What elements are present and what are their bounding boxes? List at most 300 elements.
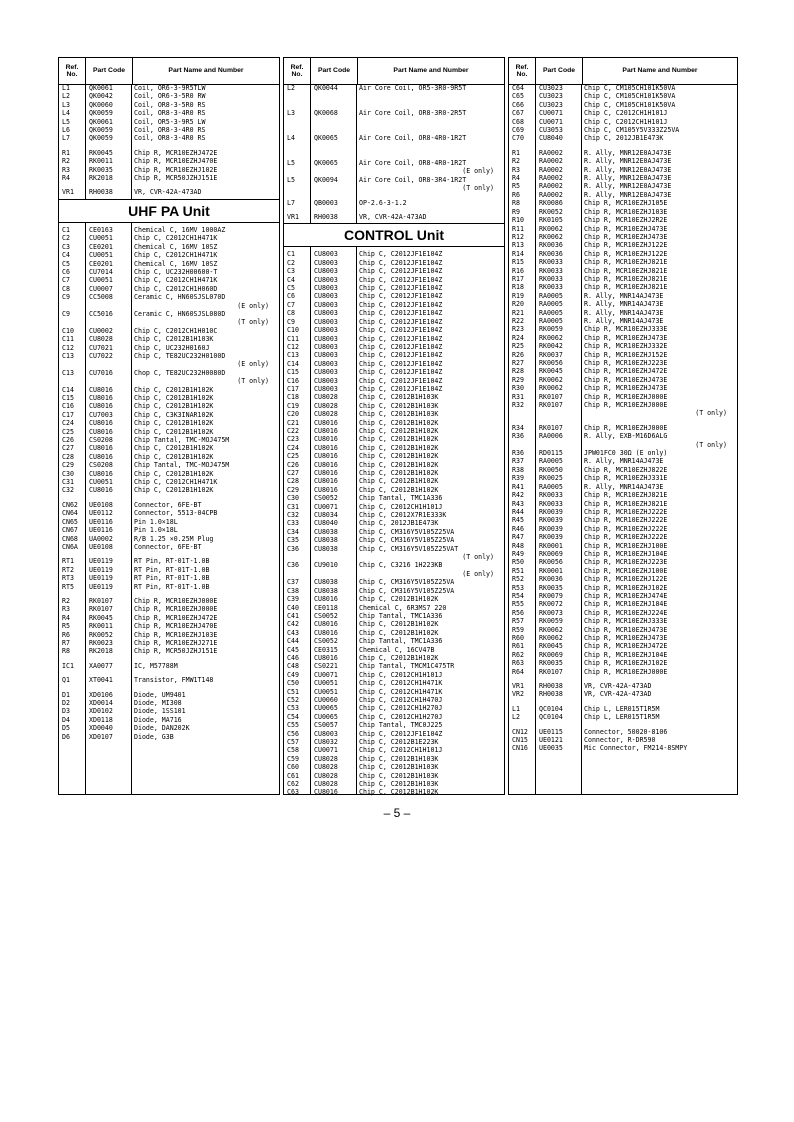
ref-cell: L7	[287, 198, 295, 207]
table-row	[509, 533, 737, 541]
part-name-cell: Air Core Coil, OR8-4R0-1R2T	[359, 134, 467, 142]
part-name-cell: Chip C, C2012B1H102K	[134, 444, 214, 453]
ref-cell: R22	[512, 316, 524, 325]
part-name-cell: Chip C, C3K3INAR102K	[134, 410, 214, 419]
part-code-cell: CU8038	[314, 578, 338, 587]
part-code-cell: RK0086	[539, 199, 563, 208]
part-code-cell: CU8034	[314, 511, 338, 520]
part-code-cell: CU8003	[314, 317, 338, 326]
part-code-cell: CS0052	[314, 494, 338, 503]
ref-cell: R6	[62, 630, 70, 639]
ref-cell: R15	[512, 258, 524, 267]
part-name-cell: Chip C, C2012JF1E104Z	[359, 309, 443, 318]
ref-cell: R45	[512, 516, 524, 525]
note-cell: (T only)	[237, 318, 269, 327]
part-name-cell: Chip R, MCR10EZHJ100E	[584, 541, 668, 550]
ref-cell: C4	[287, 275, 295, 284]
part-code-cell: QC0104	[539, 713, 563, 722]
part-code-cell: CU8032	[314, 738, 338, 746]
part-code-cell: RK0062	[539, 224, 563, 233]
table-row	[284, 159, 504, 167]
part-name-cell: Diode, DAN202K	[134, 724, 190, 733]
part-code-cell: RK0039	[539, 524, 563, 533]
part-code-cell: UE0112	[89, 509, 113, 518]
table-row	[509, 668, 737, 676]
ref-cell: C48	[287, 662, 299, 671]
part-code-cell: RK0072	[539, 600, 563, 609]
table-row	[284, 671, 504, 679]
part-code-cell: RK0045	[89, 148, 113, 157]
part-code-cell: RK0036	[539, 575, 563, 584]
table-row	[509, 250, 737, 258]
table-row	[509, 690, 737, 698]
part-code-cell: RK0033	[539, 499, 563, 508]
ref-cell: C22	[287, 426, 299, 435]
part-name-cell: Chip R, MCR10EZHJ222E	[584, 533, 668, 542]
ref-cell: C32	[287, 511, 299, 520]
table-row	[284, 545, 504, 553]
ref-cell: C13	[287, 351, 299, 360]
table-row	[509, 682, 737, 690]
part-name-cell: Chip R, MCR10EZHJ821E	[584, 258, 668, 267]
part-name-cell: Air Core Coil, OR5-3R0-9R5T	[359, 84, 467, 92]
table-row	[509, 550, 737, 558]
part-code-cell: UA0002	[89, 534, 113, 543]
part-name-cell: Chip R, MCR10EZHJ473E	[584, 224, 668, 233]
table-row	[59, 174, 279, 182]
table-header	[509, 58, 737, 85]
table-row	[284, 318, 504, 326]
section-title: CONTROL Unit	[284, 223, 504, 247]
table-row	[284, 604, 504, 612]
part-code-cell: CU8016	[314, 435, 338, 444]
ref-cell: C23	[287, 435, 299, 444]
ref-cell: C70	[512, 134, 524, 143]
part-code-cell: RK0045	[539, 642, 563, 651]
part-code-cell: QK0059	[89, 109, 113, 118]
part-code-cell: QK0060	[89, 100, 113, 109]
empty-cell	[310, 553, 356, 561]
part-code-cell: CU8040	[314, 519, 338, 528]
ref-cell: L4	[287, 134, 295, 142]
part-name-cell: Connector, 6FE-BT	[134, 500, 202, 509]
part-name-cell: Chip R, MCR10EZHJ473E	[584, 634, 668, 642]
part-code-cell: RK0039	[539, 507, 563, 516]
part-name-cell: JPW01FC0 30Ω (E only)	[584, 449, 668, 458]
part-code-cell: RK0062	[539, 384, 563, 393]
note-cell: (T only)	[237, 377, 269, 386]
ref-cell: C33	[287, 519, 299, 528]
ref-cell: C15	[62, 394, 74, 402]
table-row	[509, 258, 737, 266]
table-row	[59, 251, 279, 259]
ref-cell: C45	[287, 645, 299, 654]
part-code-cell: RA0006	[539, 432, 563, 441]
ref-cell: C9	[287, 317, 295, 326]
part-name-cell: Chip R, MCR10EZHJ821E	[584, 491, 668, 500]
table-row	[59, 518, 279, 526]
part-name-cell: Chip C, C2012JF1E104Z	[359, 275, 443, 284]
ref-cell: R41	[512, 482, 524, 491]
table-row	[284, 393, 504, 401]
part-name-cell: Chip C, C2012B1H102K	[359, 426, 439, 435]
part-code-cell: CU8016	[314, 460, 338, 469]
table-row	[284, 301, 504, 309]
part-code-cell: XD0107	[89, 732, 113, 741]
table-row	[509, 713, 737, 721]
ref-cell: R61	[512, 642, 524, 651]
part-name-cell: Chip C, C2012B1H103K	[359, 780, 439, 789]
ref-cell: C35	[287, 536, 299, 545]
part-name-cell: Chip R, MCR10EZHJ222E	[584, 516, 668, 525]
table-row	[509, 292, 737, 300]
part-code-cell: RA0002	[539, 157, 563, 166]
note-row	[59, 360, 279, 368]
part-name-cell: Chip R, MCR10EZHJ331E	[584, 474, 668, 483]
part-code-cell: RK0059	[539, 617, 563, 626]
part-code-cell: RK0079	[539, 591, 563, 600]
empty-cell	[509, 409, 535, 417]
part-code-cell: CU8003	[314, 368, 338, 377]
table-row	[59, 461, 279, 469]
table-row	[509, 233, 737, 241]
part-code-cell: CU8003	[314, 342, 338, 351]
table-row	[284, 528, 504, 536]
part-code-cell: RK0062	[539, 375, 563, 384]
table-row	[284, 134, 504, 159]
ref-cell: C2	[62, 234, 70, 243]
table-row	[509, 567, 737, 575]
table-row	[59, 444, 279, 452]
empty-cell	[284, 184, 310, 192]
table-row	[284, 780, 504, 788]
part-name-cell: Chip C, C2012JF1E104Z	[359, 334, 443, 343]
part-code-cell: CU8038	[314, 544, 338, 553]
table-row	[59, 566, 279, 574]
part-code-cell: RA0002	[539, 182, 563, 191]
table-row	[509, 126, 737, 134]
table-row	[509, 300, 737, 308]
part-name-cell: Chip R, MCR10EZHJ473E	[584, 625, 668, 634]
part-code-cell: RK0001	[539, 541, 563, 550]
part-name-cell: Chip C, C2012B1H102K	[359, 620, 439, 629]
ref-cell: C6	[287, 292, 295, 301]
part-name-cell: Chip C, CM316Y5V105Z25VA	[359, 536, 455, 545]
table-row	[284, 444, 504, 452]
table-row	[284, 746, 504, 754]
part-name-cell: Coil, OR5-3-9R5 LW	[134, 117, 206, 126]
part-name-cell: Chip R, MCR10EZHJ222E	[584, 507, 668, 516]
part-code-cell: CU8028	[314, 410, 338, 419]
part-name-cell: Chip C, 2012JB1E473K	[584, 134, 664, 143]
part-code-cell: CU8016	[89, 402, 113, 411]
part-code-cell: UE0116	[89, 526, 113, 535]
empty-cell	[535, 441, 581, 449]
part-name-cell: R. Ally, MNR14AJ473E	[584, 308, 664, 317]
ref-cell: L2	[287, 84, 295, 92]
ref-cell: VR1	[287, 213, 299, 222]
table-row	[284, 84, 504, 109]
ref-cell: C19	[287, 401, 299, 410]
part-code-cell: CE0118	[314, 603, 338, 612]
ref-cell: VR2	[512, 690, 524, 699]
table-row	[509, 275, 737, 283]
part-name-cell: Chip R, MCR10EZHJ104E	[584, 549, 668, 558]
ref-cell: R53	[512, 583, 524, 592]
table-row	[509, 483, 737, 491]
table-row	[59, 394, 279, 402]
ref-cell: C58	[287, 746, 299, 755]
table-row	[284, 309, 504, 317]
part-code-cell: CU8038	[314, 536, 338, 545]
table-row	[284, 176, 504, 184]
part-name-cell: Chip Tantal, TMC1A336	[359, 637, 443, 646]
ref-cell: L1	[512, 704, 520, 713]
table-row	[509, 109, 737, 117]
part-code-cell: RK0036	[539, 241, 563, 250]
part-name-cell: Chip C, C2012JF1E104Z	[359, 368, 443, 377]
part-code-cell: RK0035	[89, 165, 113, 174]
ref-cell: C36	[287, 544, 299, 553]
ref-cell: R8	[512, 199, 520, 208]
part-code-cell: CU8003	[314, 309, 338, 318]
table-row	[59, 402, 279, 410]
table-row	[284, 772, 504, 780]
part-code-cell: RK0107	[539, 667, 563, 676]
table-row	[59, 126, 279, 134]
ref-cell: R38	[512, 465, 524, 474]
part-code-cell: XT0041	[89, 676, 113, 685]
part-code-cell: CE0201	[89, 259, 113, 268]
part-code-cell: CE0315	[314, 645, 338, 654]
part-name-cell: Chip R, MCR10EZHJ102E	[134, 165, 218, 174]
part-name-header: Part Name and Number	[622, 67, 698, 75]
table-row	[509, 216, 737, 224]
part-name-cell: Diode, G3B	[134, 732, 174, 741]
ref-cell: R4	[512, 174, 520, 183]
part-name-cell: Chip C, C2012B1H102K	[134, 402, 214, 411]
part-code-cell: UE0108	[89, 542, 113, 551]
table-row	[284, 620, 504, 628]
part-name-cell: Chip R, MCR10EZHJ122E	[584, 575, 668, 584]
table-row	[59, 699, 279, 707]
table-row	[509, 592, 737, 600]
part-code-cell: CU8028	[314, 401, 338, 410]
section-title: UHF PA Unit	[59, 199, 279, 223]
note-row	[509, 409, 737, 417]
part-code-cell: RA0002	[539, 148, 563, 157]
part-name-cell: Chip C, CM105Y5V333Z25VA	[584, 126, 680, 135]
ref-cell: C67	[512, 109, 524, 118]
ref-cell: R1	[512, 148, 520, 157]
table-row	[59, 310, 279, 318]
part-code-cell: RA0005	[539, 308, 563, 317]
part-code-cell: RK2018	[89, 174, 113, 183]
ref-cell: C49	[287, 670, 299, 679]
table-row	[284, 595, 504, 603]
table-row	[59, 662, 279, 670]
ref-cell: C53	[287, 704, 299, 713]
part-code-cell: QC0104	[539, 704, 563, 713]
part-code-cell: UE0116	[89, 517, 113, 526]
part-code-cell: CU8016	[314, 485, 338, 494]
table-row	[509, 174, 737, 182]
ref-cell: R57	[512, 617, 524, 626]
part-name-cell: Ceramic C, HN60SJSL070D	[134, 293, 226, 302]
ref-cell: C38	[287, 586, 299, 595]
ref-cell: D3	[62, 707, 70, 716]
ref-cell: C54	[287, 712, 299, 721]
ref-cell: C29	[62, 461, 74, 470]
part-name-cell: Chip C, C2012CH1H471K	[134, 234, 218, 243]
part-name-cell: Chip C, C2012B1H103K	[359, 754, 439, 763]
part-name-cell: Chip C, C2012JF1E104Z	[359, 729, 443, 738]
part-name-cell: Chip C, UC232H0160J	[134, 343, 210, 352]
part-code-cell: CU8016	[314, 595, 338, 604]
table-row	[59, 478, 279, 486]
part-code-header: Part Code	[536, 58, 583, 84]
ref-cell: C11	[62, 335, 74, 344]
ref-cell: CN15	[512, 736, 528, 745]
table-row	[59, 276, 279, 284]
part-code-cell: XD0040	[89, 724, 113, 733]
table-row	[59, 134, 279, 142]
part-code-cell: CS0221	[314, 662, 338, 671]
ref-cell: C20	[287, 410, 299, 419]
ref-cell: C50	[287, 679, 299, 688]
table-row	[284, 335, 504, 343]
ref-cell: C5	[62, 259, 70, 268]
part-name-cell: Chip R, MCR10EZHJ152E	[584, 350, 668, 359]
part-name-cell: Chip C, C2012B1H103K	[359, 393, 439, 402]
part-code-cell: UE0115	[539, 727, 563, 736]
table-row	[284, 469, 504, 477]
part-name-cell: Chip C, C2012JF1E104Z	[359, 284, 443, 293]
part-name-cell: Pin 1.0×18L	[134, 517, 178, 526]
ref-cell: R5	[62, 622, 70, 631]
ref-cell: C9	[62, 309, 70, 318]
ref-cell: D2	[62, 699, 70, 707]
ref-cell: L3	[62, 100, 70, 109]
part-name-cell: Chip C, C2012B1H103K	[359, 410, 439, 419]
part-name-cell: Chip R, MCR10EZHJ000E	[584, 401, 668, 410]
part-code-cell: CU7016	[89, 368, 113, 377]
table-row	[59, 436, 279, 444]
part-code-cell: RK0042	[539, 342, 563, 351]
ref-cell: C6	[62, 267, 70, 276]
part-name-cell: Chip C, C2012JF1E104Z	[359, 384, 443, 393]
part-code-cell: CU8016	[89, 394, 113, 402]
table-row	[509, 600, 737, 608]
part-name-cell: Chip Tantal, TMC1A336	[359, 611, 443, 620]
ref-cell: R28	[512, 367, 524, 376]
part-name-cell: Chip R, MCR10EZHJ473E	[584, 375, 668, 384]
ref-cell: C26	[62, 436, 74, 445]
table-row	[284, 292, 504, 300]
part-name-cell: Chip C, C2012B1E223K	[359, 738, 439, 746]
parts-table-left	[58, 57, 280, 795]
ref-cell: C21	[287, 418, 299, 427]
part-code-cell: RK0056	[539, 359, 563, 367]
part-name-cell: Chip C, C2012B1H102K	[134, 419, 214, 428]
table-row	[509, 575, 737, 583]
part-code-cell: CU8038	[314, 527, 338, 536]
table-row	[284, 477, 504, 485]
part-name-cell: Chip C, C2012B1H102K	[134, 486, 214, 495]
part-name-cell: Chip R, MCR10EZHJ122E	[584, 241, 668, 250]
ref-cell: CN67	[62, 526, 78, 535]
part-name-cell: Chip C, CM316Y5V105Z25VA	[359, 586, 455, 595]
ref-cell: R34	[512, 423, 524, 432]
part-code-cell: CU8016	[89, 419, 113, 428]
ref-cell: R23	[512, 325, 524, 334]
ref-cell: C8	[62, 284, 70, 293]
part-code-cell: CU7022	[89, 351, 113, 360]
part-code-cell: CU3053	[539, 126, 563, 135]
ref-cell: R29	[512, 375, 524, 384]
table-row	[59, 614, 279, 622]
part-name-cell: R. Ally, MNR14AJ473E	[584, 482, 664, 491]
part-code-cell: CS0052	[314, 637, 338, 646]
part-code-cell: CU0071	[539, 117, 563, 126]
ref-cell: R32	[512, 401, 524, 410]
ref-cell: R42	[512, 491, 524, 500]
part-name-cell: Transistor, FMW1T148	[134, 676, 214, 685]
ref-cell: C1	[287, 250, 295, 259]
table-row	[284, 402, 504, 410]
table-row	[59, 327, 279, 335]
table-row	[509, 309, 737, 317]
part-code-cell: RK0050	[539, 465, 563, 474]
empty-cell	[284, 553, 310, 561]
part-name-cell: Chip R, MCR50JZHJ151E	[134, 647, 218, 656]
part-name-cell: R. Ally, MNR12E0AJ473E	[584, 157, 672, 166]
ref-cell: C37	[287, 578, 299, 587]
ref-cell: R59	[512, 625, 524, 634]
ref-cell: R36	[512, 449, 524, 458]
parts-table-right	[508, 57, 738, 795]
ref-cell: C63	[287, 788, 299, 797]
ref-cell: C31	[287, 502, 299, 511]
part-name-cell: Chip R, MCR10EZHJ473E	[584, 333, 668, 342]
table-row	[59, 411, 279, 419]
table-row	[59, 386, 279, 394]
part-name-cell: Chip R, MCR10EZHJ224E	[584, 608, 668, 617]
part-name-cell: Chip C, C2012B1H102K	[359, 788, 439, 797]
ref-cell: R21	[512, 308, 524, 317]
part-code-cell: RD0115	[539, 449, 563, 458]
part-name-cell: R/B 1.25 ×0.25M Plug	[134, 534, 214, 543]
part-name-cell: VR, CVR-42A-473AD	[584, 682, 652, 691]
part-code-cell: CC5016	[89, 309, 113, 318]
part-name-cell: Ceramic C, HN60SJSL080D	[134, 309, 226, 318]
table-row	[509, 617, 737, 625]
part-name-cell: R. Ally, EXB-M16D6ALG	[584, 432, 668, 441]
table-row	[509, 659, 737, 667]
table-row	[509, 325, 737, 333]
table-row	[509, 359, 737, 367]
part-code-cell: CU8028	[314, 393, 338, 402]
part-name-cell: Chip C, C2012JF1E104Z	[359, 258, 443, 267]
part-name-cell: Chip C, C2012CH1H270J	[359, 712, 443, 721]
ref-cell: VR1	[512, 682, 524, 691]
ref-cell: C52	[287, 695, 299, 704]
table-row	[509, 157, 737, 165]
ref-cell: C7	[62, 276, 70, 285]
part-name-cell: Chip Tantal, TMC-MOJ475M	[134, 461, 230, 470]
note-row	[284, 570, 504, 578]
ref-cell: CN64	[62, 509, 78, 518]
